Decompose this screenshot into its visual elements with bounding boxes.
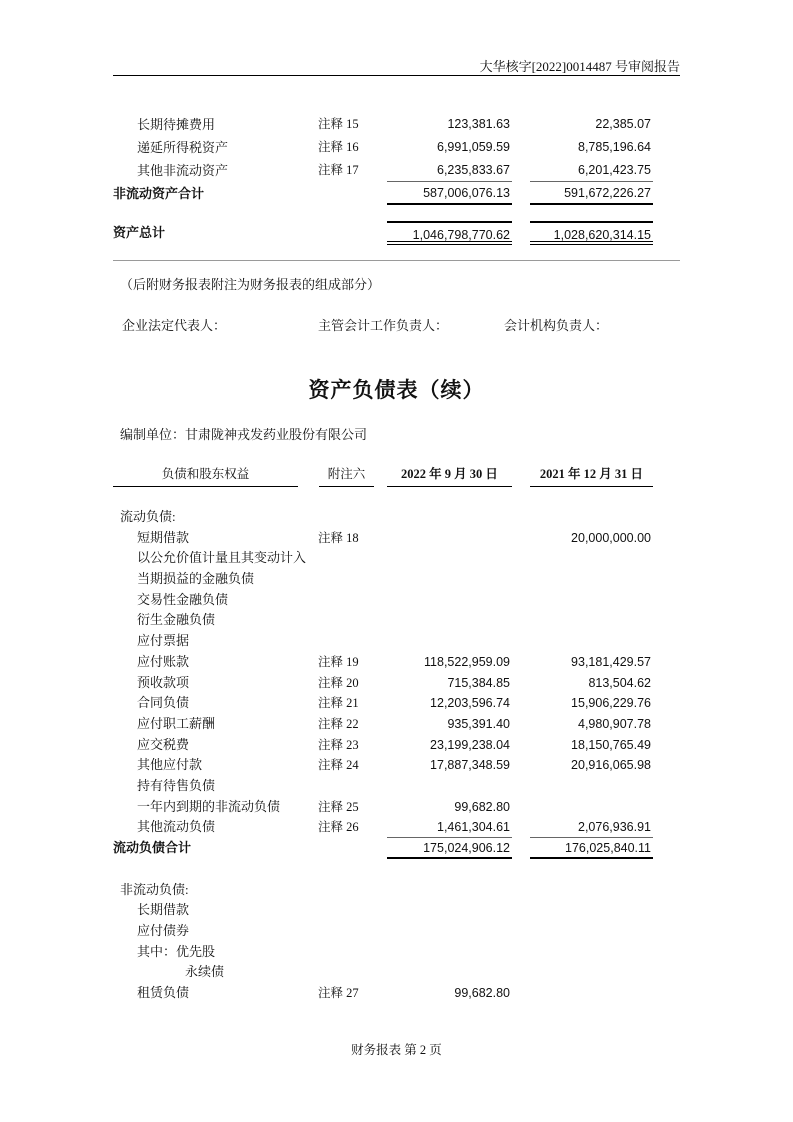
table-row (113, 735, 680, 756)
row-label: 其中：优先股 (137, 943, 216, 959)
row-value-2022: 1,046,798,770.62 (387, 221, 512, 245)
row-note (318, 507, 387, 528)
table-row (113, 507, 680, 528)
row-value-2022: 17,887,348.59 (430, 758, 510, 773)
row-note: 注释 18 (318, 530, 359, 545)
row-note: 注释 24 (318, 758, 359, 773)
row-value-2021 (530, 983, 653, 1004)
table-row (113, 714, 680, 735)
row-value-2021 (530, 797, 653, 818)
table-row (113, 921, 680, 942)
signature-line (113, 315, 680, 333)
row-value-2021: 4,980,907.78 (578, 716, 651, 731)
row-label: 应付票据 (137, 633, 190, 649)
column-header-2021-label: 2021 年 12 月 31 日 (530, 462, 653, 487)
row-label: 其他非流动资产 (137, 163, 229, 178)
row-note (318, 880, 387, 901)
row-value-2021 (530, 942, 653, 963)
row-value-2022 (387, 921, 512, 942)
prepared-by: 编制单位：甘肃陇神戎发药业股份有限公司 (120, 427, 368, 442)
row-value-2022 (387, 776, 512, 797)
table-row (113, 693, 680, 714)
row-label: 其他流动负债 (137, 819, 216, 835)
row-note: 注释 27 (318, 986, 359, 1001)
row-value-2022 (387, 507, 512, 528)
table-row (113, 797, 680, 818)
row-value-2022: 935,391.40 (447, 716, 510, 731)
table-row (113, 755, 680, 776)
row-value-2021: 176,025,840.11 (530, 838, 653, 859)
row-label: 应交税费 (137, 736, 190, 752)
row-label: 资产总计 (113, 225, 166, 240)
row-value-2022: 715,384.85 (447, 675, 510, 690)
row-value-2021 (530, 880, 653, 901)
row-note: 注释 19 (318, 654, 359, 669)
row-value-2021: 813,504.62 (588, 675, 651, 690)
table-row (113, 838, 680, 859)
row-value-2021 (530, 776, 653, 797)
row-value-2021: 20,916,065.98 (571, 758, 651, 773)
row-label: 应付债券 (137, 923, 190, 939)
assets-table (113, 113, 680, 245)
column-header-2021 (530, 462, 653, 486)
row-value-2021: 8,785,196.64 (578, 140, 651, 154)
row-note (318, 942, 387, 963)
table-row (113, 776, 680, 797)
row-note (318, 182, 387, 205)
row-note (318, 900, 387, 921)
row-note (318, 610, 387, 631)
row-note (318, 921, 387, 942)
accounting-head-label: 会计机构负责人： (504, 318, 609, 333)
row-label: 当期损益的金融负债 (137, 571, 255, 587)
row-value-2022 (387, 610, 512, 631)
row-value-2022: 99,682.80 (454, 799, 510, 814)
table-row (113, 548, 680, 569)
row-value-2022: 587,006,076.13 (387, 182, 512, 205)
row-label: 其他应付款 (137, 757, 203, 773)
row-note (318, 590, 387, 611)
table-row (113, 900, 680, 921)
page-title: 资产负债表（续） (308, 378, 485, 402)
row-value-2021: 20,000,000.00 (571, 530, 651, 545)
row-value-2021: 1,028,620,314.15 (530, 221, 653, 245)
header-rule (113, 75, 680, 76)
row-note: 注释 15 (318, 117, 359, 131)
table-row (113, 983, 680, 1004)
table-row (113, 182, 680, 205)
row-value-2022: 1,461,304.61 (387, 817, 512, 838)
row-value-2022: 99,682.80 (454, 986, 510, 1001)
page-footer: 财务报表 第 2 页 (351, 1043, 442, 1057)
row-value-2021 (530, 548, 653, 569)
row-value-2022: 12,203,596.74 (430, 696, 510, 711)
row-value-2021 (530, 507, 653, 528)
row-value-2021: 18,150,765.49 (571, 737, 651, 752)
row-label: 应付账款 (137, 653, 190, 669)
table-row (113, 590, 680, 611)
table-row (113, 221, 680, 245)
row-value-2021: 6,201,423.75 (530, 159, 653, 182)
row-value-2022: 6,991,059.59 (437, 140, 510, 154)
row-note (318, 962, 387, 983)
row-value-2022: 175,024,906.12 (387, 838, 512, 859)
table-row (113, 652, 680, 673)
row-note: 注释 16 (318, 140, 359, 154)
row-value-2022: 23,199,238.04 (430, 737, 510, 752)
table-row (113, 136, 680, 159)
row-note: 注释 22 (318, 716, 359, 731)
row-value-2022 (387, 962, 512, 983)
row-label: 非流动负债: (120, 881, 189, 897)
row-value-2022: 6,235,833.67 (387, 159, 512, 182)
row-value-2021 (530, 590, 653, 611)
row-value-2021 (530, 569, 653, 590)
row-note (318, 548, 387, 569)
row-label: 衍生金融负债 (137, 612, 216, 628)
column-header-2022-label: 2022 年 9 月 30 日 (387, 462, 512, 487)
row-label: 交易性金融负债 (137, 591, 229, 607)
row-note (318, 631, 387, 652)
row-value-2022 (387, 942, 512, 963)
liabilities-table (113, 507, 680, 1004)
row-label: 长期待摊费用 (137, 117, 216, 132)
row-value-2022: 118,522,959.09 (424, 654, 510, 669)
row-value-2022 (387, 900, 512, 921)
row-note: 注释 26 (318, 820, 359, 835)
row-value-2021: 93,181,429.57 (571, 654, 651, 669)
table-row (113, 528, 680, 549)
liabilities-table-header (113, 462, 680, 486)
row-label: 长期借款 (137, 902, 190, 918)
chief-accountant-label: 主管会计工作负责人： (318, 318, 449, 333)
row-value-2021 (530, 631, 653, 652)
table-row (113, 942, 680, 963)
row-note: 注释 20 (318, 675, 359, 690)
row-label: 以公允价值计量且其变动计入 (137, 550, 307, 566)
row-value-2022 (387, 631, 512, 652)
row-label: 预收款项 (137, 674, 190, 690)
row-value-2021: 2,076,936.91 (530, 817, 653, 838)
attachment-note: （后附财务报表附注为财务报表的组成部分） (120, 277, 381, 292)
row-note (318, 776, 387, 797)
table-row (113, 962, 680, 983)
row-note: 注释 23 (318, 737, 359, 752)
row-label: 应付职工薪酬 (137, 715, 216, 731)
table-row (113, 631, 680, 652)
row-value-2021 (530, 962, 653, 983)
row-label: 租赁负债 (137, 985, 190, 1001)
row-value-2022 (387, 880, 512, 901)
section-divider-line (113, 260, 680, 261)
column-header-2022 (387, 462, 512, 486)
report-number: 大华核字[2022]0014487 号审阅报告 (479, 59, 680, 74)
row-note (318, 838, 387, 859)
column-header-note (318, 462, 387, 486)
row-value-2022 (387, 528, 512, 549)
row-note (318, 569, 387, 590)
row-value-2022 (387, 569, 512, 590)
row-label: 递延所得税资产 (137, 140, 229, 155)
row-note: 注释 25 (318, 799, 359, 814)
row-note (318, 221, 387, 245)
column-header-note-label: 附注六 (319, 462, 374, 487)
row-value-2021: 22,385.07 (595, 117, 651, 131)
row-label: 流动负债: (120, 509, 176, 524)
row-label: 持有待售负债 (137, 777, 216, 793)
row-label: 合同负债 (137, 695, 190, 711)
column-header-item (113, 462, 318, 486)
row-label: 永续债 (185, 964, 225, 980)
row-value-2021: 591,672,226.27 (530, 182, 653, 205)
column-header-item-label: 负债和股东权益 (113, 462, 298, 487)
row-note: 注释 17 (318, 163, 359, 177)
legal-representative-label: 企业法定代表人： (122, 318, 227, 333)
table-row (113, 610, 680, 631)
row-label: 非流动资产合计 (113, 186, 205, 201)
row-value-2021 (530, 921, 653, 942)
row-label: 流动负债合计 (113, 840, 192, 855)
row-label: 短期借款 (137, 529, 190, 545)
row-value-2021 (530, 610, 653, 631)
row-value-2021 (530, 900, 653, 921)
table-row (113, 673, 680, 694)
table-row (113, 113, 680, 136)
row-note: 注释 21 (318, 696, 359, 711)
table-row (113, 817, 680, 838)
table-row (113, 159, 680, 182)
row-value-2022 (387, 548, 512, 569)
row-value-2022: 123,381.63 (447, 117, 510, 131)
table-row (113, 880, 680, 901)
table-row (113, 569, 680, 590)
row-label: 一年内到期的非流动负债 (137, 798, 281, 814)
row-value-2022 (387, 590, 512, 611)
row-value-2021: 15,906,229.76 (571, 696, 651, 711)
